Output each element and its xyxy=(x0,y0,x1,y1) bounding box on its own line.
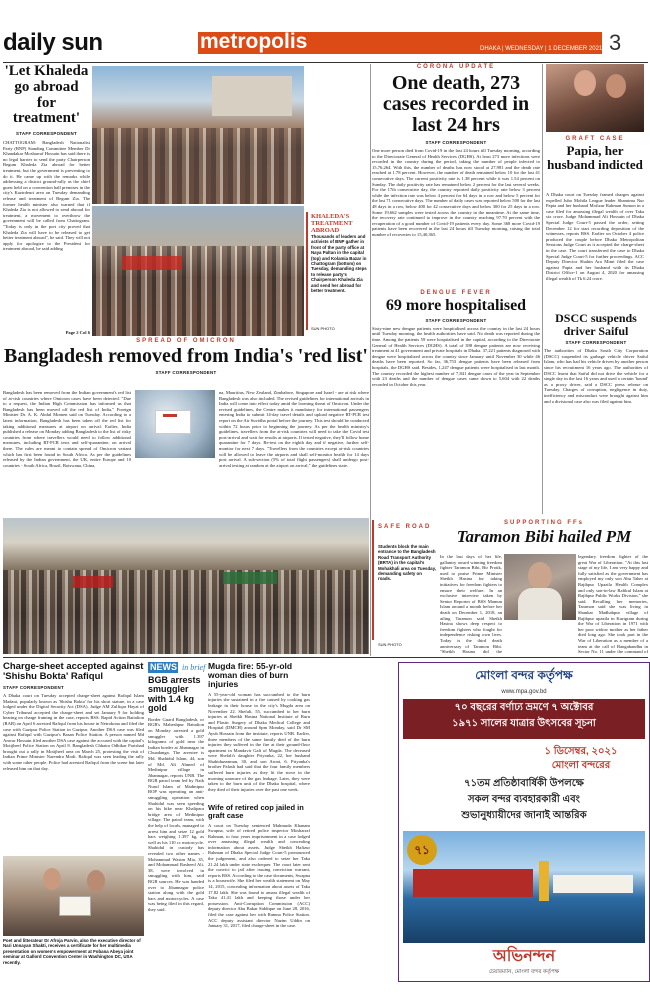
taramon-photo xyxy=(504,554,576,620)
mugda-fire-headline: Mugda fire: 55-yr-old woman dies of burn injuries xyxy=(208,661,293,689)
safe-road-caption xyxy=(372,520,438,654)
omicron-kicker: SPREAD OF OMICRON xyxy=(136,338,236,344)
news-brief-label: in brief xyxy=(182,663,206,672)
cop-wife-body: A court on Tuesday sentenced Mahmuda Khanam Swapna, wife of retired police inspector Mosharraf Rahman, to four years imprisonment in a case lodged over amassing illegal wealth and concealing information about assets. Judge Sheikh Hafizur Rahman of Dhaka Special Judge Court-5 pronounced the judgement, and also ordered to seize her Taka 21.24 lakh under state exchequer. The court later sent the convict to jail after issuing conviction warrant, reports BSS. According to the case documents, Swapna is a housewife. She filed her wealth statement on May 14, 2015, concealing information about assets of Taka 17.82 lakh. She was found to amass illegal wealth of Taka 41.41 lakh and keeping those under her possession. Anti-Corruption Commission (ACC) deputy director Abu Bakar Siddique on June 28, 2016, filed the case against her with Ramna Police Station. ACC deputy assistant director Nazim Uddin on January 31, 2017, filed charge-sheet in the case. xyxy=(208,822,310,929)
advert-port-photo xyxy=(403,831,645,943)
masthead xyxy=(0,0,650,60)
papia-kicker: GRAFT CASE xyxy=(565,136,625,142)
dengue-body: Sixty-nine new dengue patients were hospitalised across the country in the last 24 hours until Tuesday morning, the health authorities have said. No death was reported during the time. Among the patients 59 were hospitalised in the capital, according to the Directorate General of Health Services (DGHS). A total of 398 dengue patients are now receiving treatment at 41 government and private hospitals in Dhaka. 37,221 patients diagnosed with dengue were hospitalized across the country since January until November 30 while 46 deaths have been reported. So far, 36,753 dengue patients have been released from hospitals, the DGHS said. Besides, 1,247 dengue patients were hospitalised in last month. The country recorded the highest number of 7,841 dengue cases of the year in September with 23 deaths and the number of dengue cases came down to 5,604 with 22 deaths recorded in October this year. xyxy=(372,325,540,387)
dscc-story xyxy=(544,312,648,510)
afroja-parvin-photo xyxy=(3,856,144,936)
dengue-kicker: DENGUE FEVER xyxy=(420,290,492,296)
safe-road-kicker-bar xyxy=(372,520,374,640)
masthead-section: metropolis xyxy=(200,30,308,53)
protest-caption-text: Thousands of leaders and activists of BNP gather in front of the party office at Naya Paltan in the capital (top) and Kolamia Bazar in Chattogram (bottom) on Tuesday, demanding steps to release party's Chairperson Khaleda Zia and send her abroad for better treatment. xyxy=(311,234,367,294)
khaleda-headline: 'Let Khaleda go abroad for treatment' xyxy=(4,63,89,127)
taramon-headline: Taramon Bibi hailed PM xyxy=(456,527,632,546)
news-in-brief xyxy=(148,662,310,980)
khaleda-body: CHATTOGRAM: Bangladesh Nationalist Party (BNP) Standing Committee Member Dr Khandakar Mosharraf Hossain has said there is no legal barrier to send the party Chairperson Begum Khaleda Zia abroad for better treatment, but the government is preventing to do it. He came up with the remarks while addressing a district ground-rally as the chief guest held on a convention hall premises in the city's Kazirdeuri area on Tuesday demanding release and treatment of Begum Zia. The former health minister also warned that if Khaleda Zia is not allowed to send abroad for treatment, a movement to overthrow the government will be called from Chattogram. "Today is only in the port city proved that Khaleda Zia will have to be released to get better treatment abroad", he said. They will not apply for apologize to the President for treatment abroad, he said adding xyxy=(3,140,90,252)
omicron-col2: na, Mauritius, New Zealand, Zimbabwe, Singapore and Israel - are at risk where Bangladesh was also included. The revised guidelines for international arrivals in India will come into effect today amid the looming threat of Omicron. Under the revised guidelines, the Centre makes it mandatory for international passengers entering India to submit 14-day travel details and upload negative RT-PCR test report on the Air Suvidha portal before the journey. This test should be conducted within 72 hours prior to beginning the journey. As per the health ministry's guidelines, travellers from the at-risk countries will need to take the Covid test post-arrival and wait for results at airports. If tested negative, they'll follow home quarantine for 7 days. Re-test on the eighth day and if negative, further self-monitor for next 7 days. "Travellers from the countries except at-risk countries will be allowed to leave the airports and shall self-monitor health for 14 days post arrival. A sub-section (5% of total flight passengers) shall undergo post-arrival testing at random at the airport on arrival," the guidelines state. xyxy=(219,390,369,468)
news-left-column xyxy=(148,676,204,976)
divider-bottom xyxy=(3,657,648,658)
advert-greeting: সকল বন্দর ব্যবহারকারী এবং xyxy=(468,794,580,805)
omicron-photo xyxy=(135,390,215,458)
khaleda-byline: STAFF CORRESPONDENT xyxy=(16,131,77,136)
advert-port: মোংলা বন্দরের xyxy=(551,760,611,771)
dscc-body: The authorities of Dhaka South City Corporation (DSCC) suspended its garbage vehicle driver Saiful Islam, who has had his vehicle driven by another person since his recruitment 16 years ago. The authorities of DSCC learnt that Saiful did not drive the vehicle for a single day in the last 16 years and used a certain 'hound' as a proxy driver, said a DSCC press release on Tuesday. Charges of corruption, negligence in duty, inefficiency and misconduct were brought against him and a divisional case also was filed against him. xyxy=(544,348,648,404)
news-label: NEWS xyxy=(150,662,177,672)
papia-headline: Papia, her husband indicted xyxy=(547,143,643,172)
advert-badge: ৭১ xyxy=(407,835,437,865)
advert-banner-line1: ৭০ বছরের বর্ণাঢ্য ভ্রমণে ৭ অক্টোবর xyxy=(454,702,594,713)
masthead-page-number: 3 xyxy=(609,30,622,55)
omicron-col1: Bangladesh has been removed from the Indian government's red list of at-risk countries where Omicron cases have been detected. "Due to a request, the Indian High Commission has informed us that Bangladesh has been moved off the red list of India," Foreign Minister Dr. A. K. Abdul Momen said on Tuesday. According to a latest information, Bangladesh has been taken off the red list for taking additional measures at airport on arrival. Earlier, India published a release on Monday adding Bangladesh to the list of risky countries from where travellers would need to follow additional measures, including RT-PCR tests and self-quarantine, on arrival there. The rules are meant to contain spread of Omicron variant which has first been found in South Africa. As per the guidelines released by the Indian government, the UK, entire Europe and 10 countries - South Africa, Brazil, Botswana, China, xyxy=(3,390,131,468)
advert-banner-line2: ১৯৭১ সালের যাত্রার উৎসবের সূচনা xyxy=(452,718,596,729)
protest-caption xyxy=(306,212,369,336)
mongla-port-advert xyxy=(398,662,650,982)
divider-col-right xyxy=(542,64,543,514)
mugda-fire-body: A 55-year-old woman has succumbed to the burn injuries she sustained in a fire caused by cooking gas leakage in their house in the city's Mugda area on November 22. Shefali, 55, succumbed to her burn injuries at Sheikh Hasina National Institute of Burn and Plastic Surgery of Dhaka Medical College and Hospital (DMCH) around 6pm Monday, said Dr SM Ayub Hossain from the institute, reports UNB. Earlier, three members of the same family died of the burn injuries they suffered in the fire at their ground-floor apartment in Mandavir Gali of Mugda. The deceased were Shefali's daughter Priyonka, 22, her husband Shahiduzzaman, 30, and son Aroni, 6. Priyanka's brother Palash had said that the four family members suffered burn injuries as they lit the stove in the morning unaware of the gas leakage. Later, they were taken to the burn unit of the Dhaka hospital, where they died of their injuries over the past one week. xyxy=(208,691,310,792)
bgb-gold-headline: BGB arrests smuggler with 1.4 kg gold xyxy=(148,675,201,714)
protest-kicker-bar xyxy=(306,212,308,330)
advert-brand: মোংলা বন্দর কর্তৃপক্ষ xyxy=(475,668,573,682)
khaleda-continued: Page 2 Col 6 xyxy=(65,330,90,335)
masthead-dateline: DHAKA | WEDNESDAY | 1 DECEMBER 2021 xyxy=(480,46,603,52)
shishu-bokta-body: A Dhaka court on Tuesday accepted charge-sheet against Rafiqul Islam Madani, popularly known as 'Shishu Bokta' for his short stature, in a case lodged under the Digital Security Act (DSA). Judge AM Zulfiqar Hayat of Cyber Tribunal accepted the charge-sheet and set January 9 for holding hearing on charge framing in the case, reports BSS. Rapid Action Battalion (RAB) on April 6 arrested Rafiqul from his house in Netrokona and filed the case with Gazipur Police Station in Gazipur. Another DSA case was filed against Rafiqul with Gazipur's Basan Police Station. A person named Md Anwar Hossain filed another DSA case against the accused with the capital's Motijheel Police Station on April 8. Bangladesh Chhatra Odhikar Parishad brought out a rally in Motijheel area on March 25, protesting the visit of Indian Prime Minister Narendra Modi. Rafiqul was seen leading the rally with some other people. Police had arrested Rafiqul from the scene but later released him on that day. xyxy=(3,692,144,771)
corona-story xyxy=(372,64,540,284)
divider-top xyxy=(3,62,648,63)
omicron-headline: Bangladesh removed from India's 'red list' xyxy=(4,345,368,367)
dengue-headline: 69 more hospitalised xyxy=(385,297,527,314)
bgb-gold-body: Border Guard Bangladesh, or BGB's Maheshpur Battalion on Monday arrested a gold smuggler with 1.397 kilograms of gold near the Indian border at Jibannagar in Chuadanga. The arrestee is Md. Shahidul Islam, 44, son of Md. Ali Ahmed of Medinipur village in Jibannagar, reports UNB. The BGB patrol team led by Naik Nurul Islam of Madinipur BOP was operating an anti-smuggling operation when Shahidul was seen speeding on his bike near Khalipara bridge area of Medinipur village. The patrol team, with the help of locals, managed to arrest him and seize 12 gold bars weighing 1.397 kg, as well as his 110 cc motorcycle. Shahidul in custody has revealed two other names - Mohammad Wasim Mia, 35, and Mohammad Rasheed Ali, 38, were involved in smuggling with him, said BGB sources. He was handed over to Jibannagar police station along with the gold bars and motorcycles. A case was being filed in this regard, they said. xyxy=(148,716,204,912)
omicron-byline: STAFF CORRESPONDENT xyxy=(155,370,217,375)
dengue-byline: STAFF CORRESPONDENT xyxy=(425,317,487,323)
safe-road-credit: SUN PHOTO xyxy=(378,642,402,647)
protest-credit: SUN PHOTO xyxy=(311,326,335,331)
dengue-story xyxy=(372,290,540,510)
khaleda-story xyxy=(3,64,90,336)
safe-road-caption-text: Students block the main entrance to the Bangladesh Road Transport Authority (BRTA) in the capital's Mohakhali area on Tuesday, demanding safety on roads. xyxy=(378,544,436,582)
safe-road-photo xyxy=(3,518,369,654)
papia-photo xyxy=(546,64,644,132)
corona-byline: STAFF CORRESPONDENT xyxy=(425,140,487,145)
dscc-byline: STAFF CORRESPONDENT xyxy=(565,340,627,346)
advert-footer: চেয়ারম্যান, মোংলা বন্দর কর্তৃপক্ষ xyxy=(488,969,560,975)
divider-col-left xyxy=(370,64,371,656)
shishu-bokta-headline: Charge-sheet accepted against 'Shishu Bokta' Rafiqul xyxy=(3,661,144,682)
protest-kicker: KHALEDA'S TREATMENT ABROAD xyxy=(311,213,353,234)
taramon-col2: legendary freedom fighter of the great War of Liberation. "At this last stage of my life, I am very happy and fully satisfied as the government has employed my only son Abu Taher at Rajibpur Upazila Health Complex and only son-in-law Rafikul Islam at Rajibpur Public Works Division," she said. Recalling her memories, Taramon said she was living in Shankar Madhabpur village of Rajibpur upazila in Kurigram during the War of Liberation in 1971 with her poor widow mother as her father died long ago. She took part in the War of Liberation as a member of a team at the call of Bangabandhu in Sector No. 11 under the command of xyxy=(578,554,648,654)
afroja-parvin-caption: Poet and litterateur Dr Afroja Parvin, also the executive director of Nari Unnayan Shakti, receives a certificate for her multimedia presentation on women's empowerment at Fobana Abeya joint seminar at Gallord Convention Center in Washington DC, USA recently. xyxy=(3,938,141,965)
advert-wish: শুভানুধ্যায়ীদের জানাই আন্তরিক xyxy=(461,810,587,821)
shishu-bokta-byline: STAFF CORRESPONDENT xyxy=(3,684,64,690)
protest-photo-top xyxy=(92,66,304,204)
protest-photo-bottom xyxy=(92,206,304,336)
advert-date: ১ ডিসেম্বর, ২০২১ xyxy=(544,746,618,757)
corona-body: One more person died from Covid-19 in the last 24 hours till Tuesday morning, according to the Directorate General of Health Services (DGHS). At least 273 more infections were recorded in the country during the period, taking the number of people infected to 15,76,264. With this, the number of deaths has now stood at 27,981 and the death rate reached at 1.78 percent. However, the number of death remained below 10 for the last 41 consecutive days. The current positivity rate is 1.38 percent while it was 1.54 percent on Sunday. The daily positivity rate has remained below 2 percent for the last several weeks. For the 17th consecutive day, the country reported daily positivity rate below 3 percent while the infection rate was below 4 percent for 64 days in a row and below 5 percent for the last 71 consecutive days. The number of daily cases was reported below 500 for the last 48 days in a row, below 400 for 42 consecutive days and below 300 for 25 days in a row. Some 19,662 samples were tested across the country in the meantime. At the same time, the recovery rate continued to improve in the country reaching 97.70 percent with the recuperation of a good number of Covid-19 patients every day. Some 368 more Covid-19 patients have been recovered in the last 24 hours till Tuesday morning, raising the total number of recoveries to 15,40,365. xyxy=(372,148,540,237)
taramon-story xyxy=(440,520,648,654)
papia-story xyxy=(544,64,648,309)
advert-anniversary: ৭১তম প্রতিষ্ঠাবার্ষিকী উপলক্ষে xyxy=(464,778,584,789)
taramon-col1: In the last days of her life, gallantry award winning freedom fighter Taramon Bibi, Bir Protik, used to praise Prime Minister Sheikh Hasina for taking initiatives for freedom fighters to ensure their welfare. In an exclusive interview taken by Senior Reporter of BSS Mamun Islam around a month before her death on December 1, 2018, an ailing Taramon said Sheikh Hasina shows deep respect to freedom fighters who fought for independence risking own lives. Today is the third death anniversary of Taramon Bibi. "Sheikh Hasina did the xyxy=(440,554,502,654)
papia-body: A Dhaka court on Tuesday framed charges against expelled Jubo Mohila League leader Shamima Nur Papia and her husband Mofizur Rahman Sumon in a case filed for amassing illegal wealth of over Taka six crore. Judge Mohammad Ali Hossain of Dhaka Special Judge Court-5 passed the order, setting December 12 for start recording deposition of the witnesses, reports BSS. Earlier on October 4 police produced the couple before Dhaka Metropolitan Sessions Judge Court as it accepted the charge-sheet in the case. The court transferred the case to Dhaka Special Judge Court-5 for further proceedings. ACC Deputy Director Shahin Ara Mimi filed the case against Papia and her husband with its Dhaka District Office-1 on August 4, 2020 for amassing illegal wealth of Tk 6.24 crore. xyxy=(546,192,644,281)
corona-headline: One death, 273 cases recorded in last 24 hrs xyxy=(382,72,530,136)
masthead-brand: daily sun xyxy=(3,29,103,56)
omicron-story xyxy=(3,338,369,516)
advert-slogan: অভিনন্দন xyxy=(492,948,556,965)
cop-wife-headline: Wife of retired cop jailed in graft case xyxy=(208,802,304,820)
taramon-kicker: SUPPORTING FFs xyxy=(503,520,584,526)
news-right-column xyxy=(208,662,310,978)
advert-website: www.mpa.gov.bd xyxy=(501,689,547,695)
shishu-bokta-story xyxy=(3,662,144,862)
dscc-headline: DSCC suspends driver Saiful xyxy=(555,311,637,338)
corona-kicker: CORONA UPDATE xyxy=(416,64,496,70)
safe-road-kicker: SAFE ROAD xyxy=(378,524,432,530)
